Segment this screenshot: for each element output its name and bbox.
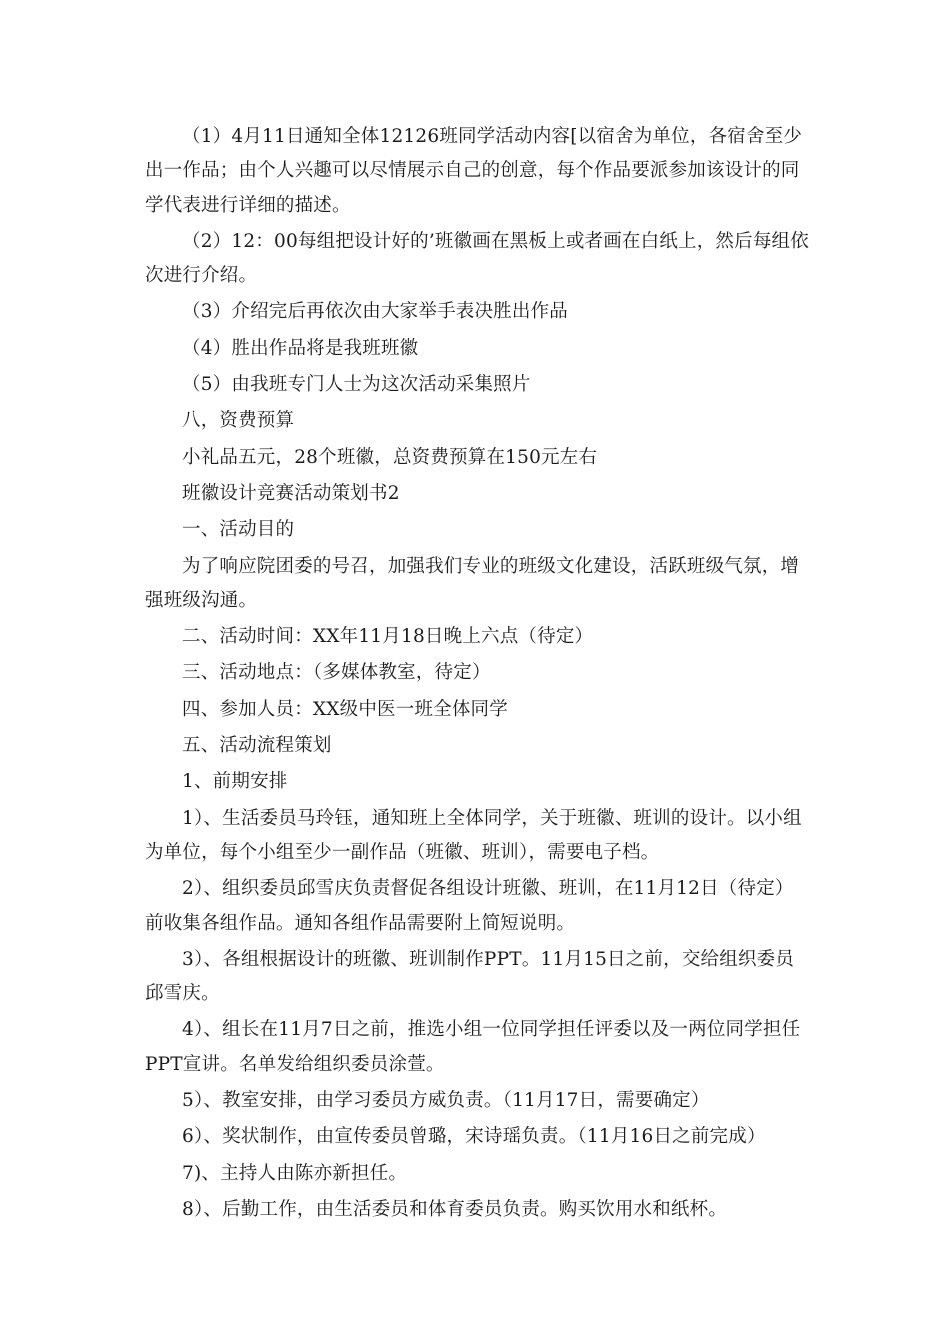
list-item-4: 4）、组长在11月7日之前，推选小组一位同学担任评委以及一两位同学担任PPT宣讲。名单发给组织委员涂萱。 — [145, 1019, 801, 1075]
paragraph-draw-emblem: （2）12：00每组把设计好的’班徽画在黑板上或者画在白纸上，然后每组依次进行介绍。 — [145, 230, 809, 287]
paragraph-budget: 小礼品五元，28个班徽，总资费预算在150元左右 — [182, 446, 598, 468]
heading-budget: 八，资费预算 — [182, 410, 295, 432]
document-body — [145, 120, 810, 1229]
heading-plan-2: 班徽设计竞赛活动策划书2 — [182, 482, 400, 504]
list-item-3: 3）、各组根据设计的班徽、班训制作PPT。11月15日之前，交给组织委员邱雪庆。 — [145, 948, 795, 1005]
paragraph-activity-notice: （1）4月11日通知全体12126班同学活动内容[以宿舍为单位，各宿舍至少出一作品；由个人兴趣可以尽情展示自己的创意，每个作品要派参加该设计的同学代表进行详细的描述。 — [145, 126, 803, 216]
heading-purpose: 一、活动目的 — [182, 519, 295, 541]
paragraph-location: 三、活动地点：（多媒体教室，待定） — [182, 662, 491, 684]
paragraph-vote: （3）介绍完后再依次由大家举手表决胜出作品 — [182, 301, 568, 323]
list-item-2: 2）、组织委员邱雪庆负责督促各组设计班徽、班训，在11月12日（待定）前收集各组作品。通知各组作品需要附上简短说明。 — [145, 878, 794, 934]
list-item-8: 8）、后勤工作，由生活委员和体育委员负责。购买饮用水和纸杯。 — [182, 1198, 728, 1220]
heading-preparation: 1、前期安排 — [182, 771, 288, 793]
paragraph-purpose: 为了响应院团委的号召，加强我们专业的班级文化建设，活跃班级气氛，增强班级沟通。 — [145, 555, 800, 611]
list-item-7: 7)、主持人由陈亦新担任。 — [182, 1162, 408, 1184]
list-item-6: 6）、奖状制作，由宣传委员曾璐，宋诗瑶负责。（11月16日之前完成） — [182, 1126, 766, 1148]
list-item-1: 1）、生活委员马玲钰，通知班上全体同学，关于班徽、班训的设计。以小组为单位，每个小组至少一副作品（班徽、班训），需要电子档。 — [145, 807, 802, 863]
paragraph-participants: 四、参加人员：XX级中医一班全体同学 — [182, 698, 508, 720]
paragraph-time: 二、活动时间：XX年11月18日晚上六点（待定） — [182, 626, 594, 648]
paragraph-winner: （4）胜出作品将是我班班徽 — [182, 337, 419, 359]
list-item-5: 5）、教室安排，由学习委员方威负责。（11月17日，需要确定） — [182, 1090, 710, 1112]
paragraph-photos: （5）由我班专门人士为这次活动采集照片 — [182, 374, 531, 396]
heading-process: 五、活动流程策划 — [182, 735, 332, 757]
